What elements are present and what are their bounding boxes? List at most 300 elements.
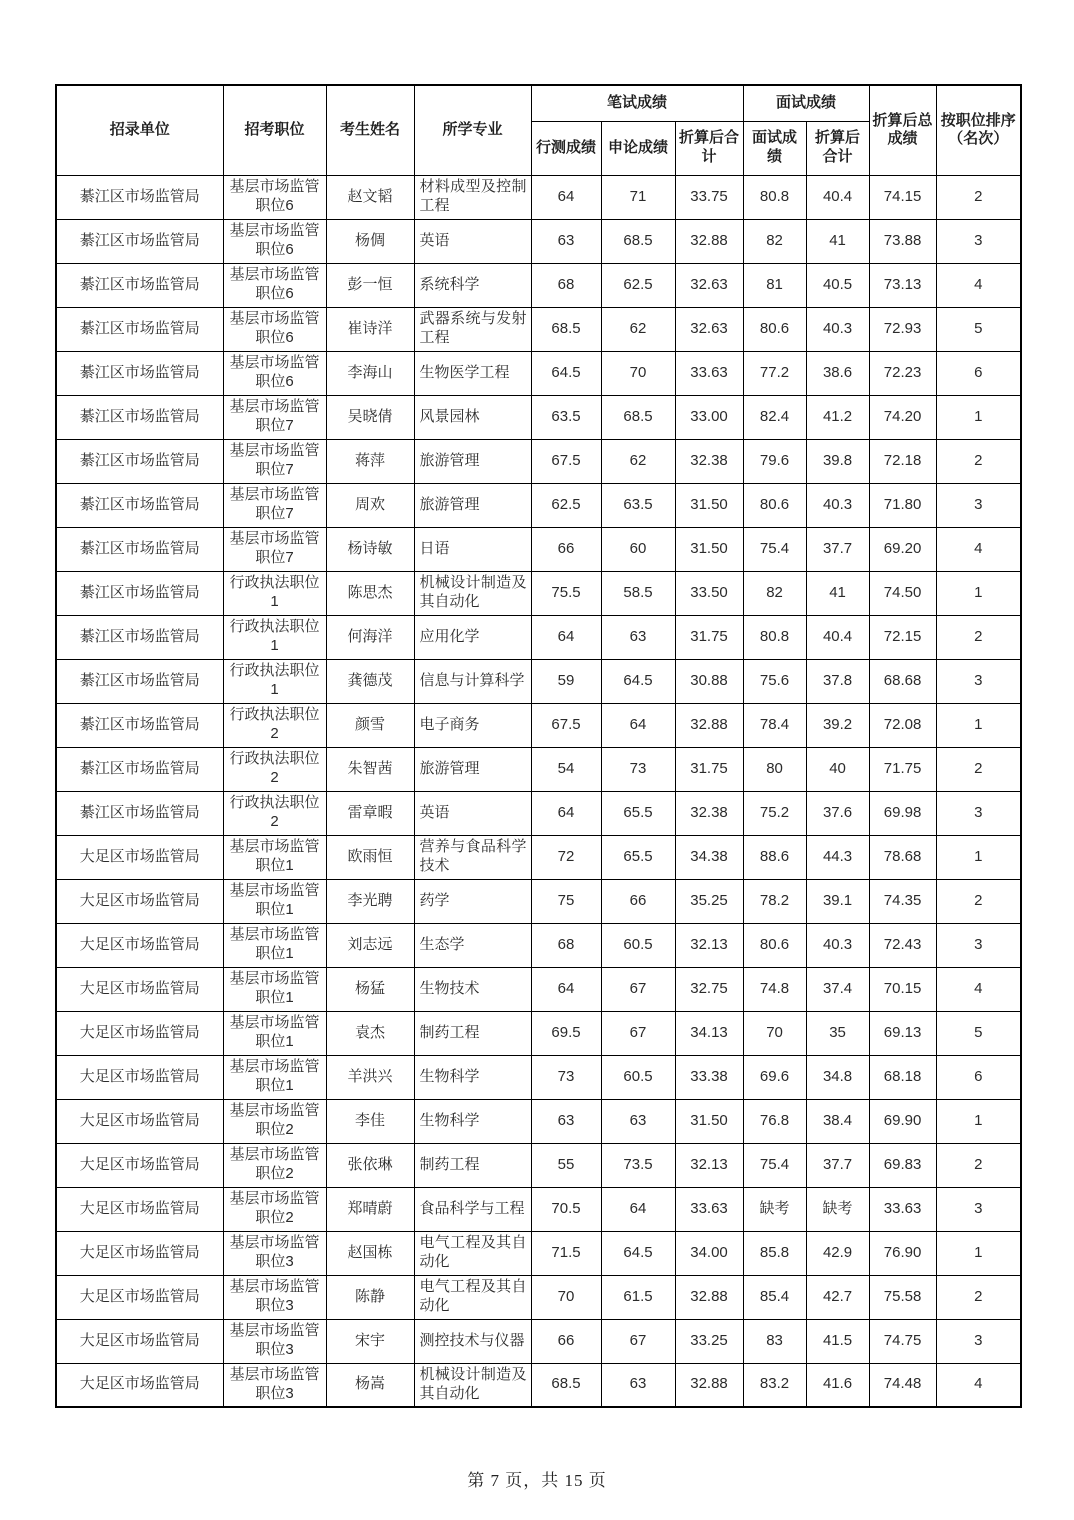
cell-position: 基层市场监管职位3 [223,1231,326,1275]
cell-xingce: 75.5 [531,571,601,615]
cell-unit: 綦江区市场监管局 [56,571,223,615]
cell-rank: 6 [936,1055,1021,1099]
table-row [56,219,1021,263]
table-row [56,615,1021,659]
cell-written-conv: 33.38 [675,1055,743,1099]
cell-interview: 75.4 [743,527,806,571]
cell-interview: 85.4 [743,1275,806,1319]
header-unit: 招录单位 [56,85,223,175]
cell-rank: 2 [936,879,1021,923]
cell-name: 郑晴蔚 [326,1187,414,1231]
cell-rank: 1 [936,835,1021,879]
cell-interview-conv: 39.1 [806,879,869,923]
table-row [56,527,1021,571]
cell-written-conv: 33.63 [675,351,743,395]
cell-name: 杨嵩 [326,1363,414,1407]
cell-position: 基层市场监管职位6 [223,263,326,307]
cell-interview-conv: 39.8 [806,439,869,483]
cell-written-conv: 31.50 [675,527,743,571]
cell-total: 74.48 [869,1363,936,1407]
cell-total: 72.08 [869,703,936,747]
cell-total: 74.15 [869,175,936,219]
cell-interview: 69.6 [743,1055,806,1099]
cell-name: 杨倜 [326,219,414,263]
cell-rank: 1 [936,395,1021,439]
cell-written-conv: 31.50 [675,1099,743,1143]
cell-total: 76.90 [869,1231,936,1275]
cell-total: 71.80 [869,483,936,527]
cell-major: 英语 [414,219,531,263]
cell-name: 赵国栋 [326,1231,414,1275]
cell-name: 陈静 [326,1275,414,1319]
cell-written-conv: 32.13 [675,1143,743,1187]
cell-interview-conv: 44.3 [806,835,869,879]
cell-major: 生态学 [414,923,531,967]
header-major: 所学专业 [414,85,531,175]
cell-total: 74.75 [869,1319,936,1363]
cell-major: 生物科学 [414,1099,531,1143]
cell-unit: 大足区市场监管局 [56,1055,223,1099]
cell-interview: 75.2 [743,791,806,835]
table-row [56,263,1021,307]
cell-major: 制药工程 [414,1011,531,1055]
cell-xingce: 68 [531,263,601,307]
cell-interview: 80.6 [743,483,806,527]
table-row [56,307,1021,351]
cell-unit: 綦江区市场监管局 [56,747,223,791]
cell-unit: 大足区市场监管局 [56,1099,223,1143]
cell-interview: 82.4 [743,395,806,439]
cell-rank: 3 [936,791,1021,835]
cell-interview-conv: 40.4 [806,615,869,659]
cell-total: 68.18 [869,1055,936,1099]
cell-xingce: 66 [531,1319,601,1363]
cell-shenlun: 64 [601,703,675,747]
cell-unit: 大足区市场监管局 [56,1143,223,1187]
cell-unit: 綦江区市场监管局 [56,351,223,395]
cell-interview: 85.8 [743,1231,806,1275]
cell-interview-conv: 35 [806,1011,869,1055]
cell-name: 刘志远 [326,923,414,967]
table-row [56,703,1021,747]
cell-name: 周欢 [326,483,414,527]
cell-xingce: 62.5 [531,483,601,527]
cell-unit: 綦江区市场监管局 [56,263,223,307]
header-candidate-name: 考生姓名 [326,85,414,175]
cell-interview: 80 [743,747,806,791]
cell-major: 信息与计算科学 [414,659,531,703]
cell-unit: 大足区市场监管局 [56,1275,223,1319]
cell-shenlun: 71 [601,175,675,219]
cell-interview: 70 [743,1011,806,1055]
cell-total: 68.68 [869,659,936,703]
cell-rank: 2 [936,1275,1021,1319]
cell-position: 基层市场监管职位6 [223,307,326,351]
cell-xingce: 63 [531,219,601,263]
cell-xingce: 70 [531,1275,601,1319]
cell-shenlun: 61.5 [601,1275,675,1319]
score-table [55,84,1022,1408]
table-row [56,967,1021,1011]
cell-rank: 1 [936,703,1021,747]
cell-shenlun: 60.5 [601,923,675,967]
cell-rank: 4 [936,1363,1021,1407]
cell-position: 基层市场监管职位2 [223,1099,326,1143]
cell-unit: 綦江区市场监管局 [56,483,223,527]
cell-name: 杨诗敏 [326,527,414,571]
table-row [56,395,1021,439]
cell-xingce: 68.5 [531,307,601,351]
cell-unit: 大足区市场监管局 [56,923,223,967]
table-row [56,1143,1021,1187]
header-rank: 按职位排序（名次） [936,85,1021,175]
cell-shenlun: 67 [601,1011,675,1055]
cell-shenlun: 63 [601,615,675,659]
cell-interview-conv: 34.8 [806,1055,869,1099]
cell-interview: 82 [743,571,806,615]
table-row [56,1187,1021,1231]
cell-xingce: 71.5 [531,1231,601,1275]
cell-rank: 1 [936,1099,1021,1143]
cell-rank: 4 [936,263,1021,307]
cell-interview-conv: 37.8 [806,659,869,703]
cell-unit: 大足区市场监管局 [56,1319,223,1363]
cell-rank: 3 [936,1187,1021,1231]
cell-rank: 2 [936,747,1021,791]
cell-interview-conv: 40.3 [806,307,869,351]
cell-xingce: 64 [531,967,601,1011]
table-row [56,879,1021,923]
cell-name: 雷章暇 [326,791,414,835]
cell-interview-conv: 37.6 [806,791,869,835]
cell-name: 朱智茜 [326,747,414,791]
cell-total: 69.20 [869,527,936,571]
cell-position: 基层市场监管职位1 [223,923,326,967]
cell-xingce: 67.5 [531,703,601,747]
cell-rank: 2 [936,439,1021,483]
cell-position: 基层市场监管职位7 [223,439,326,483]
table-row [56,351,1021,395]
cell-xingce: 67.5 [531,439,601,483]
cell-rank: 5 [936,1011,1021,1055]
cell-interview: 80.8 [743,615,806,659]
cell-rank: 4 [936,967,1021,1011]
cell-interview-conv: 40.3 [806,923,869,967]
cell-written-conv: 31.75 [675,747,743,791]
cell-written-conv: 31.50 [675,483,743,527]
cell-total: 33.63 [869,1187,936,1231]
cell-total: 78.68 [869,835,936,879]
cell-rank: 2 [936,615,1021,659]
cell-interview-conv: 40.3 [806,483,869,527]
cell-written-conv: 31.75 [675,615,743,659]
cell-major: 旅游管理 [414,483,531,527]
cell-xingce: 73 [531,1055,601,1099]
cell-xingce: 64.5 [531,351,601,395]
cell-name: 颜雪 [326,703,414,747]
cell-xingce: 75 [531,879,601,923]
cell-rank: 2 [936,1143,1021,1187]
table-row [56,923,1021,967]
cell-interview: 76.8 [743,1099,806,1143]
cell-shenlun: 62 [601,439,675,483]
cell-name: 彭一恒 [326,263,414,307]
cell-name: 龚德茂 [326,659,414,703]
cell-interview-conv: 40.4 [806,175,869,219]
cell-position: 基层市场监管职位1 [223,1011,326,1055]
cell-interview: 74.8 [743,967,806,1011]
cell-written-conv: 32.75 [675,967,743,1011]
header-written-converted: 折算后合计 [675,121,743,175]
cell-unit: 綦江区市场监管局 [56,395,223,439]
cell-shenlun: 70 [601,351,675,395]
cell-interview: 78.2 [743,879,806,923]
cell-rank: 3 [936,219,1021,263]
cell-shenlun: 63 [601,1363,675,1407]
cell-major: 食品科学与工程 [414,1187,531,1231]
cell-major: 生物科学 [414,1055,531,1099]
cell-total: 72.43 [869,923,936,967]
cell-interview-conv: 42.7 [806,1275,869,1319]
cell-position: 行政执法职位2 [223,703,326,747]
cell-interview: 81 [743,263,806,307]
cell-shenlun: 58.5 [601,571,675,615]
cell-rank: 6 [936,351,1021,395]
cell-xingce: 66 [531,527,601,571]
cell-position: 基层市场监管职位7 [223,527,326,571]
cell-name: 蒋萍 [326,439,414,483]
cell-total: 75.58 [869,1275,936,1319]
cell-unit: 綦江区市场监管局 [56,439,223,483]
table-row [56,659,1021,703]
cell-shenlun: 64.5 [601,1231,675,1275]
cell-position: 基层市场监管职位2 [223,1143,326,1187]
cell-total: 69.98 [869,791,936,835]
cell-written-conv: 32.88 [675,1363,743,1407]
cell-written-conv: 32.88 [675,219,743,263]
cell-shenlun: 64.5 [601,659,675,703]
cell-written-conv: 33.63 [675,1187,743,1231]
cell-xingce: 68.5 [531,1363,601,1407]
cell-interview-conv: 37.7 [806,1143,869,1187]
cell-major: 电子商务 [414,703,531,747]
cell-rank: 1 [936,571,1021,615]
cell-xingce: 72 [531,835,601,879]
cell-major: 旅游管理 [414,439,531,483]
cell-xingce: 64 [531,615,601,659]
cell-unit: 綦江区市场监管局 [56,791,223,835]
cell-written-conv: 30.88 [675,659,743,703]
table-row [56,439,1021,483]
table-row [56,1055,1021,1099]
cell-interview: 82 [743,219,806,263]
cell-position: 基层市场监管职位1 [223,879,326,923]
cell-written-conv: 32.63 [675,263,743,307]
table-row [56,1011,1021,1055]
cell-name: 李海山 [326,351,414,395]
cell-total: 69.13 [869,1011,936,1055]
cell-unit: 綦江区市场监管局 [56,527,223,571]
cell-name: 杨猛 [326,967,414,1011]
cell-name: 羊洪兴 [326,1055,414,1099]
header-interview-score: 面试成绩 [743,121,806,175]
cell-written-conv: 34.13 [675,1011,743,1055]
cell-unit: 大足区市场监管局 [56,1187,223,1231]
cell-major: 材料成型及控制工程 [414,175,531,219]
table-header [56,85,1021,175]
cell-major: 药学 [414,879,531,923]
cell-shenlun: 60.5 [601,1055,675,1099]
cell-xingce: 59 [531,659,601,703]
header-interview-group: 面试成绩 [743,85,869,121]
cell-interview-conv: 42.9 [806,1231,869,1275]
table-row [56,1363,1021,1407]
cell-xingce: 54 [531,747,601,791]
cell-name: 李佳 [326,1099,414,1143]
cell-total: 69.90 [869,1099,936,1143]
table-row [56,1319,1021,1363]
cell-shenlun: 66 [601,879,675,923]
header-total-score: 折算后总成绩 [869,85,936,175]
cell-name: 崔诗洋 [326,307,414,351]
cell-interview-conv: 41.5 [806,1319,869,1363]
cell-interview-conv: 38.6 [806,351,869,395]
cell-written-conv: 32.88 [675,1275,743,1319]
cell-xingce: 69.5 [531,1011,601,1055]
cell-major: 风景园林 [414,395,531,439]
cell-rank: 3 [936,483,1021,527]
cell-written-conv: 34.38 [675,835,743,879]
cell-interview: 80.6 [743,923,806,967]
cell-interview-conv: 37.7 [806,527,869,571]
cell-position: 基层市场监管职位6 [223,175,326,219]
cell-interview-conv: 37.4 [806,967,869,1011]
cell-shenlun: 62.5 [601,263,675,307]
cell-major: 电气工程及其自动化 [414,1275,531,1319]
cell-total: 72.93 [869,307,936,351]
cell-shenlun: 73.5 [601,1143,675,1187]
cell-interview-conv: 41.6 [806,1363,869,1407]
cell-position: 基层市场监管职位3 [223,1363,326,1407]
cell-rank: 1 [936,1231,1021,1275]
cell-total: 72.23 [869,351,936,395]
cell-interview: 83 [743,1319,806,1363]
table-row [56,571,1021,615]
cell-rank: 2 [936,175,1021,219]
cell-written-conv: 32.38 [675,791,743,835]
cell-interview-conv: 缺考 [806,1187,869,1231]
header-interview-converted: 折算后合计 [806,121,869,175]
cell-rank: 3 [936,923,1021,967]
cell-major: 应用化学 [414,615,531,659]
cell-written-conv: 32.13 [675,923,743,967]
cell-xingce: 63.5 [531,395,601,439]
cell-interview: 77.2 [743,351,806,395]
table-row [56,175,1021,219]
cell-major: 武器系统与发射工程 [414,307,531,351]
page-number-footer: 第 7 页，共 15 页 [467,1471,607,1490]
cell-position: 行政执法职位1 [223,659,326,703]
cell-written-conv: 33.50 [675,571,743,615]
table-row [56,1099,1021,1143]
cell-shenlun: 63 [601,1099,675,1143]
cell-written-conv: 32.63 [675,307,743,351]
cell-unit: 綦江区市场监管局 [56,659,223,703]
cell-shenlun: 73 [601,747,675,791]
cell-written-conv: 33.75 [675,175,743,219]
cell-position: 基层市场监管职位1 [223,835,326,879]
cell-total: 71.75 [869,747,936,791]
cell-total: 70.15 [869,967,936,1011]
cell-written-conv: 32.88 [675,703,743,747]
cell-major: 制药工程 [414,1143,531,1187]
cell-unit: 綦江区市场监管局 [56,615,223,659]
cell-interview: 75.6 [743,659,806,703]
cell-name: 吴晓倩 [326,395,414,439]
cell-position: 基层市场监管职位6 [223,351,326,395]
cell-major: 英语 [414,791,531,835]
cell-position: 基层市场监管职位7 [223,483,326,527]
cell-name: 张依琳 [326,1143,414,1187]
table-row [56,1231,1021,1275]
cell-total: 74.20 [869,395,936,439]
cell-interview: 83.2 [743,1363,806,1407]
cell-total: 69.83 [869,1143,936,1187]
header-xingce-score: 行测成绩 [531,121,601,175]
cell-interview: 缺考 [743,1187,806,1231]
cell-position: 基层市场监管职位7 [223,395,326,439]
cell-name: 何海洋 [326,615,414,659]
cell-major: 生物医学工程 [414,351,531,395]
cell-shenlun: 63.5 [601,483,675,527]
cell-shenlun: 62 [601,307,675,351]
cell-interview-conv: 38.4 [806,1099,869,1143]
table-row [56,747,1021,791]
cell-shenlun: 60 [601,527,675,571]
cell-unit: 大足区市场监管局 [56,879,223,923]
cell-position: 行政执法职位2 [223,747,326,791]
cell-major: 系统科学 [414,263,531,307]
cell-shenlun: 64 [601,1187,675,1231]
cell-interview-conv: 41 [806,571,869,615]
cell-shenlun: 65.5 [601,835,675,879]
cell-xingce: 55 [531,1143,601,1187]
cell-major: 电气工程及其自动化 [414,1231,531,1275]
cell-total: 73.13 [869,263,936,307]
cell-xingce: 63 [531,1099,601,1143]
table-row [56,791,1021,835]
cell-unit: 大足区市场监管局 [56,835,223,879]
cell-name: 欧雨恒 [326,835,414,879]
cell-position: 行政执法职位2 [223,791,326,835]
cell-xingce: 70.5 [531,1187,601,1231]
cell-name: 陈思杰 [326,571,414,615]
cell-rank: 5 [936,307,1021,351]
cell-written-conv: 32.38 [675,439,743,483]
table-row [56,1275,1021,1319]
cell-position: 行政执法职位1 [223,615,326,659]
cell-unit: 綦江区市场监管局 [56,307,223,351]
cell-unit: 綦江区市场监管局 [56,219,223,263]
cell-major: 日语 [414,527,531,571]
cell-position: 基层市场监管职位2 [223,1187,326,1231]
cell-major: 旅游管理 [414,747,531,791]
cell-major: 机械设计制造及其自动化 [414,571,531,615]
cell-position: 行政执法职位1 [223,571,326,615]
cell-interview: 80.8 [743,175,806,219]
cell-unit: 綦江区市场监管局 [56,703,223,747]
cell-written-conv: 35.25 [675,879,743,923]
